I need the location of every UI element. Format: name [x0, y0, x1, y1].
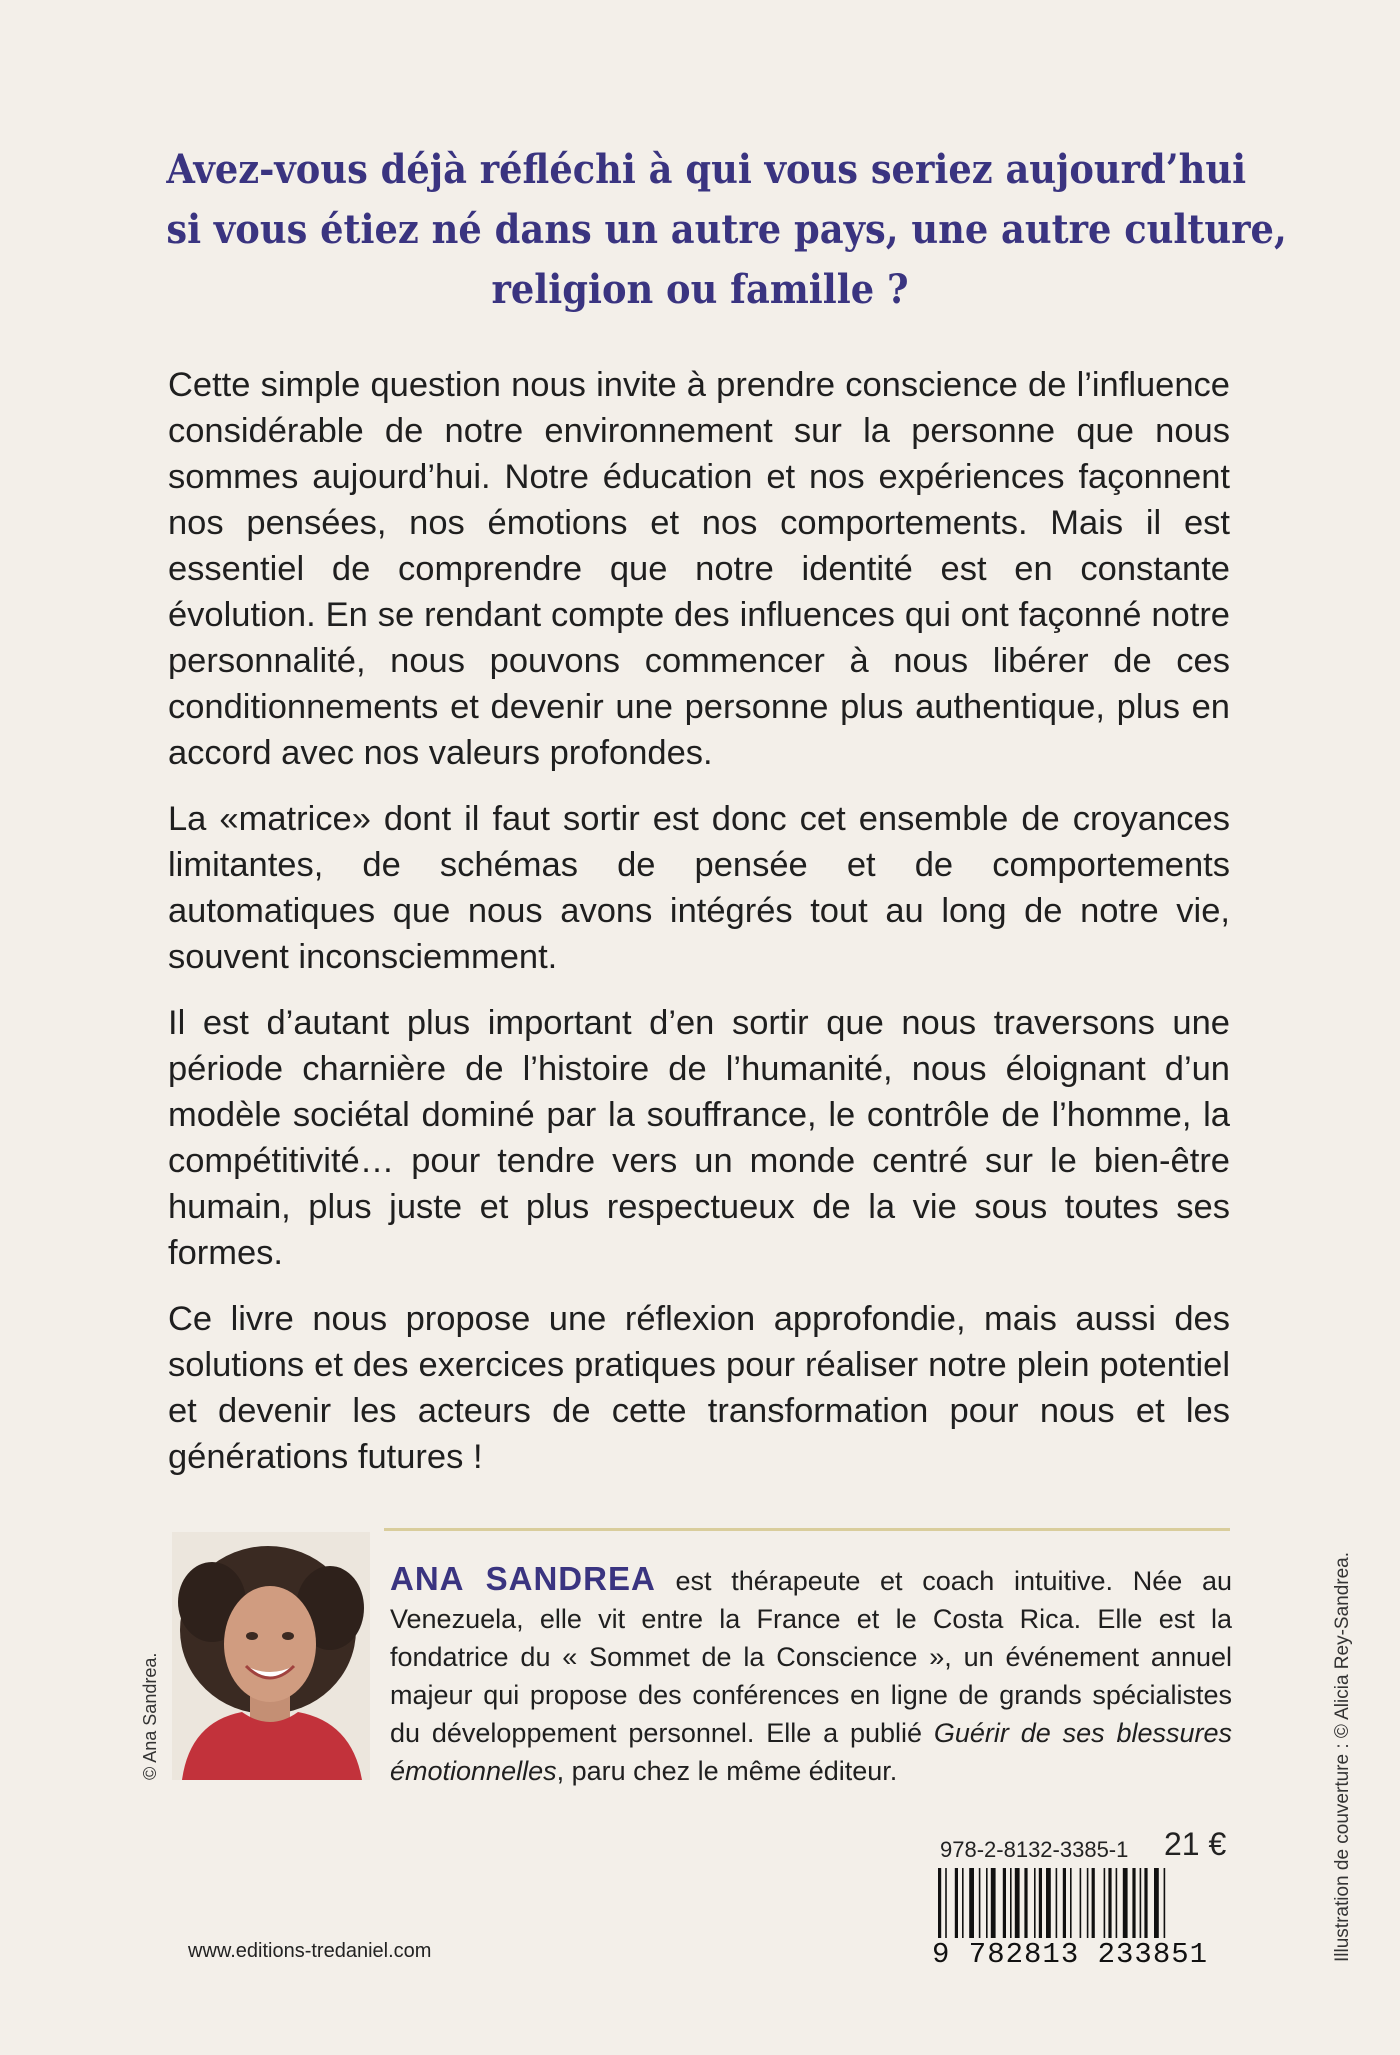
price: 21 € [1164, 1826, 1227, 1862]
headline-line: Avez-vous déjà réfléchi à qui vous seriez aujourd’hui [166, 146, 1247, 193]
divider-rule [384, 1528, 1230, 1531]
author-bio [390, 1560, 1232, 1790]
author-name: ANA SANDREA [390, 1560, 656, 1597]
blurb [168, 362, 1230, 1500]
photo-credit: © Ana Sandrea. [140, 1652, 160, 1780]
author-photo [172, 1532, 370, 1780]
bio-text-end: , paru chez le même éditeur. [556, 1756, 898, 1786]
bio-text: est thérapeute et coach intuitive. Née au Venezuela, elle vit entre la France et le Costa Rica. Elle est la fondatrice du « Sommet de la Conscience », un événement annuel majeur qui propose des conférences en ligne de grands spécialistes du développement personnel. Elle a publié [390, 1566, 1233, 1748]
blurb-paragraph: Cette simple question nous invite à prendre conscience de l’influence considérable de notre environnement sur la personne que nous sommes aujourd’hui. Notre éducation et nos expériences façonnent nos pensées, nos émotions et nos comportements. Mais il est essentiel de comprendre que notre identité est en constante évolution. En se rendant compte des influences qui ont façonné notre personnalité, nous pouvons commencer à nous libérer de ces conditionnements et devenir une personne plus authentique, plus en accord avec nos valeurs profondes. [168, 366, 1230, 772]
cover-credit: Illustration de couverture : © Alicia Rey-Sandrea. [1332, 1551, 1353, 1962]
headline [166, 140, 1287, 320]
headline-line: religion ou famille ? [491, 266, 909, 313]
publisher-website: www.editions-tredaniel.com [188, 1940, 432, 1962]
blurb-paragraph: La «matrice» dont il faut sortir est donc cet ensemble de croyances limitantes, de schémas de pensée et de comportements automatiques que nous avons intégrés tout au long de notre vie, souvent inconsciemment. [168, 800, 1230, 976]
isbn: 978-2-8132-3385-1 [940, 1837, 1129, 1862]
blurb-paragraph: Il est d’autant plus important d’en sortir que nous traversons une période charnière de l’histoire de l’humanité, nous éloignant d’un modèle sociétal dominé par la souffrance, le contrôle de l’homme, la compétitivité… pour tendre vers un monde centré sur le bien-être humain, plus juste et plus respectueux de la vie sous toutes ses formes. [168, 1004, 1230, 1272]
headline-line: si vous étiez né dans un autre pays, une autre culture, [166, 206, 1287, 253]
blurb-paragraph: Ce livre nous propose une réflexion approfondie, mais aussi des solutions et des exercices pratiques pour réaliser notre plein potentiel et devenir les acteurs de cette transformation pour nous et les générations futures ! [168, 1300, 1230, 1476]
barcode-digits: 9 782813 233851 [928, 1938, 1244, 1971]
book-title: Guérir de ses blessures émotionnelles [390, 1718, 1232, 1786]
